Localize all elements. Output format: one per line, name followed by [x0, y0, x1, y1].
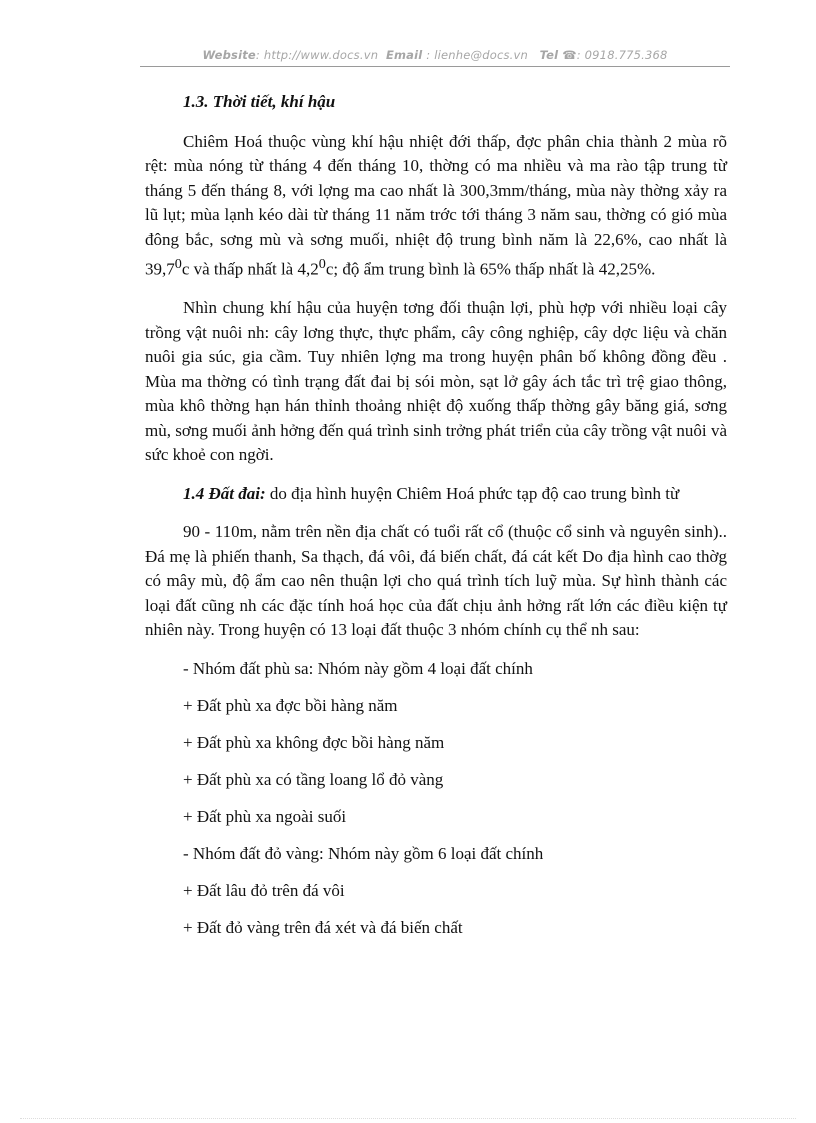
- climate-text-end: c; độ ẩm trung bình là 65% thấp nhất là 42,25%.: [325, 259, 656, 279]
- document-body: [145, 90, 727, 953]
- email-label: Email: [385, 48, 423, 62]
- page-header: [140, 48, 730, 62]
- phone-icon: ☎: [562, 48, 577, 62]
- paragraph-land-geology: 90 - 110m, nằm trên nền địa chất có tuổi rất cổ (thuộc cổ sinh và nguyên sinh).. Đá mẹ là phiến thanh, Sa thạch, đá vôi, đá biến chất, đá cát kết Do địa hình cao thờg có mây mù, độ ẩm cao nên thuận lợi cho quá trình tích luỹ mùa. Sự hình thành các loại đất cũng nh các đặc tính hoá học của đất chịu ảnh hởng rất lớn các điều kiện tự nhiên này. Trong huyện có 13 loại đất thuộc 3 nhóm chính cụ thể nh sau:: [145, 522, 727, 640]
- tel-value: : 0918.775.368: [576, 48, 668, 62]
- list-item: - Nhóm đất đỏ vàng: Nhóm này gồm 6 loại đất chính: [183, 843, 544, 863]
- climate-text-mid: c và thấp nhất là 4,2: [181, 259, 319, 279]
- climate-text: Chiêm Hoá thuộc vùng khí hậu nhiệt đới thấp, đợc phân chia thành 2 mùa rõ rệt: mùa nóng từ tháng 4 đến tháng 10, thờng có ma nhiều và ma rào tập trung từ tháng 5 đến tháng 8, với lợng ma cao nhất là 300,3mm/tháng, mùa này thờng xảy ra lũ lụt; mùa lạnh kéo dài từ tháng 11 năm trớc tới tháng 3 năm sau, thờng có gió mùa đông bắc, sơng mù và sơng muối, nhiệt độ trung bình năm là 22,6%, cao nhất là 39,7: [145, 131, 727, 279]
- list-item: + Đất phù xa không đợc bồi hàng năm: [183, 732, 445, 752]
- list-item: + Đất lâu đỏ trên đá vôi: [183, 880, 345, 900]
- email-value: : lienhe@docs.vn: [422, 48, 529, 62]
- degree-superscript: 0: [174, 256, 182, 272]
- list-item: + Đất đỏ vàng trên đá xét và đá biến chất: [183, 917, 463, 937]
- website-label: Website: [202, 48, 256, 62]
- list-item: + Đất phù xa ngoài suối: [183, 806, 347, 826]
- degree-superscript: 0: [318, 256, 326, 272]
- website-value: : http://www.docs.vn: [255, 48, 379, 62]
- paragraph-climate-summary: Nhìn chung khí hậu của huyện tơng đối thuận lợi, phù hợp với nhiều loại cây trồng vật nuôi nh: cây lơng thực, thực phẩm, cây công nghiệp, cây dợc liệu và chăn nuôi gia súc, gia cầm. Tuy nhiên lợng ma trong huyện phân bố không đồng đều . Mùa ma thờng có tình trạng đất đai bị sói mòn, sạt lở gây ách tắc trì trệ giao thông, mùa khô thờng hạn hán thỉnh thoảng nhiệt độ xuống thấp thờng gây băng giá, sơng mù, sơng muối ảnh hởng đến quá trình sinh trởng phát triển của cây trồng vật nuôi và sức khoẻ con ngời.: [145, 298, 727, 465]
- paragraph-climate: [145, 130, 727, 283]
- header-divider: [140, 66, 730, 67]
- list-item: - Nhóm đất phù sa: Nhóm này gồm 4 loại đất chính: [183, 658, 533, 678]
- list-item: + Đất phù xa có tầng loang lổ đỏ vàng: [183, 769, 444, 789]
- paragraph-land-intro: [145, 482, 727, 507]
- list-item: + Đất phù xa đợc bồi hàng năm: [183, 695, 398, 715]
- tel-label: Tel: [539, 48, 559, 62]
- land-intro-text: do địa hình huyện Chiêm Hoá phức tạp độ cao trung bình từ: [265, 483, 680, 503]
- footer-divider: [20, 1118, 796, 1119]
- section-label-land: 1.4 Đất đai:: [183, 483, 266, 503]
- section-heading-weather: 1.3. Thời tiết, khí hậu: [183, 92, 336, 111]
